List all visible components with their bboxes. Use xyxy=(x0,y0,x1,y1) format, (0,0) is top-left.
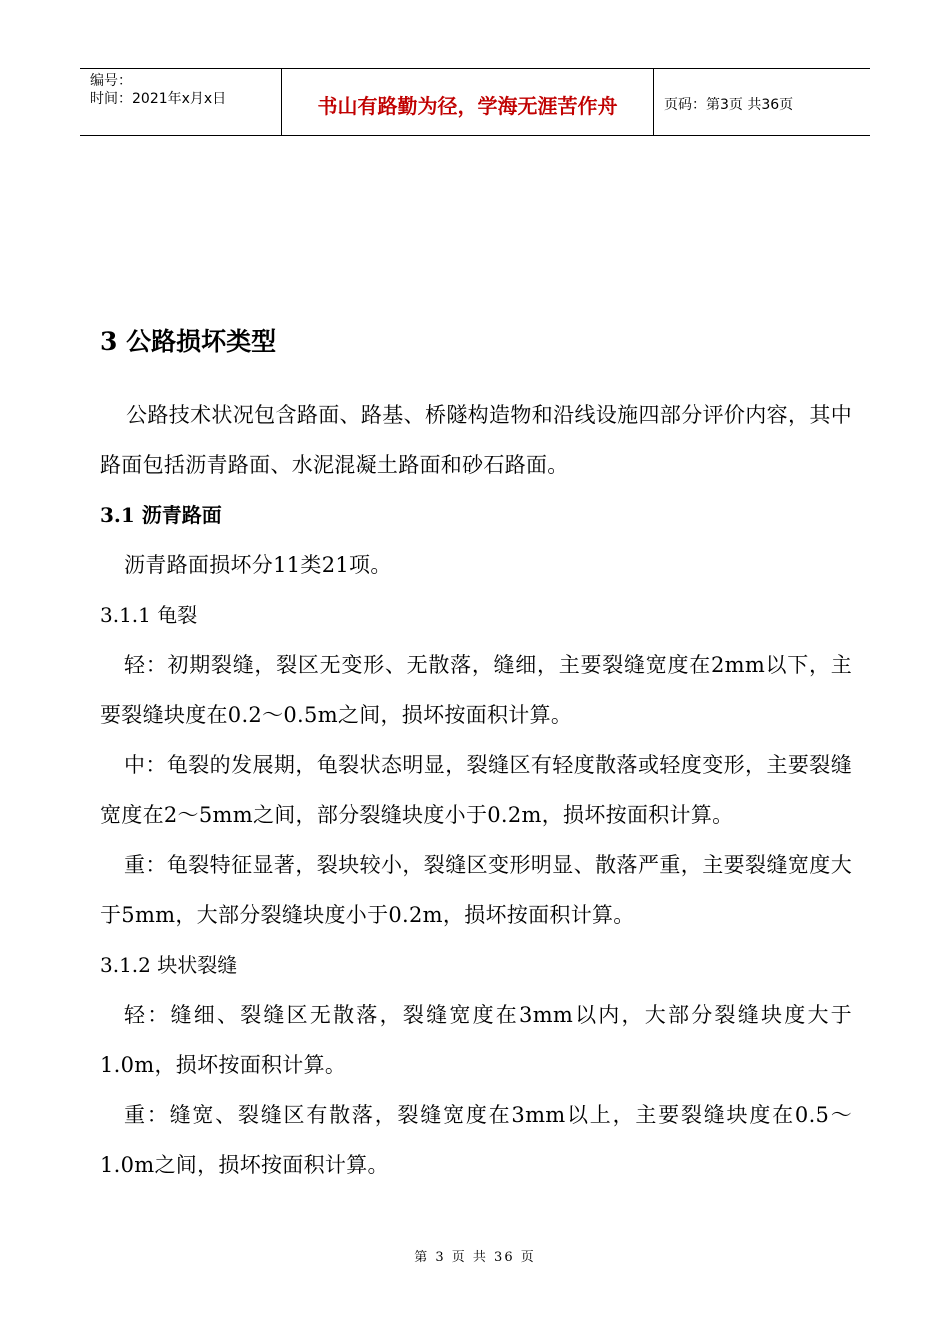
item2-heavy: 重：缝宽、裂缝区有散落，裂缝宽度在3mm以上，主要裂缝块度在0.5～1.0m之间，损坏按面积计算。 xyxy=(100,1103,852,1177)
page-header xyxy=(80,68,870,136)
section-title: 3 公路损坏类型 xyxy=(100,327,277,356)
header-number: 编号： xyxy=(90,73,132,89)
header-meta xyxy=(80,69,282,135)
header-page-info: 页码：第3页 共36页 xyxy=(664,97,794,113)
item1-medium: 中：龟裂的发展期，龟裂状态明显，裂缝区有轻度散落或轻度变形，主要裂缝宽度在2～5mm之间，部分裂缝块度小于0.2m，损坏按面积计算。 xyxy=(100,753,852,827)
page-footer: 第 3 页 共 36 页 xyxy=(414,1250,536,1265)
item1-title: 3.1.1 龟裂 xyxy=(100,603,198,627)
item1-light: 轻：初期裂缝，裂区无变形、无散落，缝细，主要裂缝宽度在2mm以下，主要裂缝块度在0.2～0.5m之间，损坏按面积计算。 xyxy=(100,653,852,727)
document-body xyxy=(100,318,852,1190)
intro-paragraph: 公路技术状况包含路面、路基、桥隧构造物和沿线设施四部分评价内容，其中路面包括沥青路面、水泥混凝土路面和砂石路面。 xyxy=(100,403,852,477)
header-motto: 书山有路勤为径，学海无涯苦作舟 xyxy=(282,69,654,135)
subsection-intro: 沥青路面损坏分11类21项。 xyxy=(124,553,392,577)
header-time: 时间：2021年x月x日 xyxy=(90,91,227,107)
item2-light: 轻：缝细、裂缝区无散落，裂缝宽度在3mm以内，大部分裂缝块度大于1.0m，损坏按面积计算。 xyxy=(100,1003,852,1077)
item2-title: 3.1.2 块状裂缝 xyxy=(100,953,238,977)
item1-heavy: 重：龟裂特征显著，裂块较小，裂缝区变形明显、散落严重，主要裂缝宽度大于5mm，大部分裂缝块度小于0.2m，损坏按面积计算。 xyxy=(100,853,852,927)
subsection-title: 3.1 沥青路面 xyxy=(100,503,222,527)
